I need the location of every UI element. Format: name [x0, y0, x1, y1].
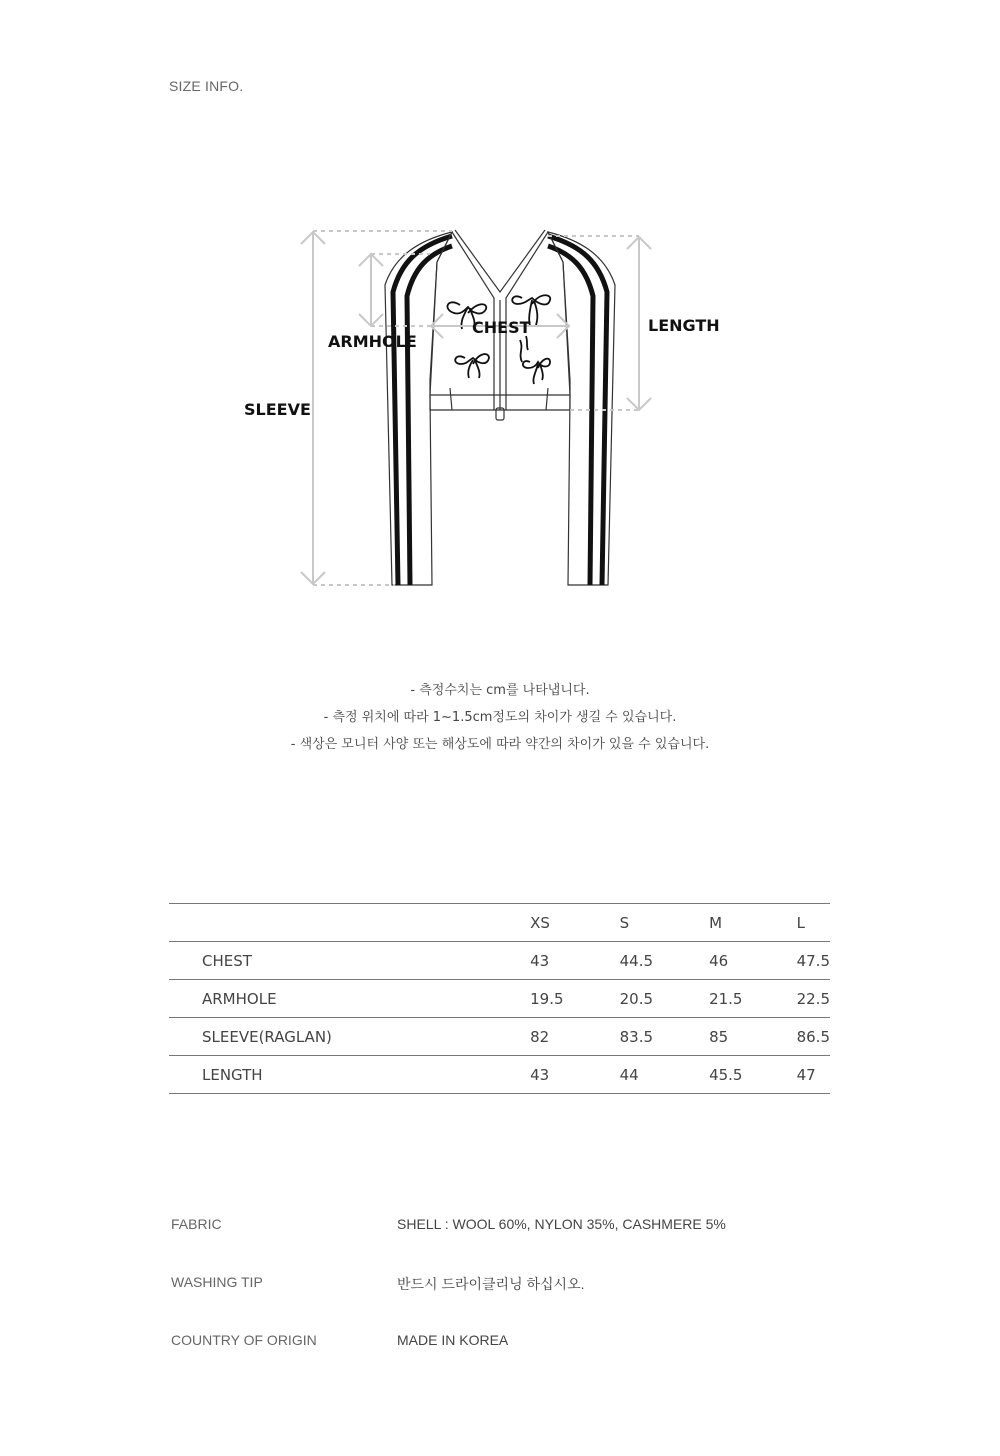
table-cell: 43: [530, 942, 619, 980]
chest-label: CHEST: [472, 318, 531, 337]
table-cell: 82: [530, 1018, 619, 1056]
table-cell: 46: [709, 942, 797, 980]
row-label: LENGTH: [169, 1056, 530, 1094]
table-row: [169, 1018, 830, 1056]
header-cell: [169, 904, 530, 942]
header-cell: M: [709, 904, 797, 942]
section-title: SIZE INFO.: [169, 78, 244, 94]
header-cell: L: [797, 904, 830, 942]
row-label: ARMHOLE: [169, 980, 530, 1018]
table-cell: 47.5: [797, 942, 830, 980]
info-key: COUNTRY OF ORIGIN: [171, 1332, 317, 1348]
info-key: WASHING TIP: [171, 1274, 263, 1290]
note-line: - 측정 위치에 따라 1~1.5cm정도의 차이가 생길 수 있습니다.: [323, 710, 677, 725]
table-row: [169, 942, 830, 980]
table-row: [169, 980, 830, 1018]
table-row: [169, 1056, 830, 1094]
table-header-row: [169, 904, 830, 942]
table-cell: 85: [709, 1018, 797, 1056]
measurement-notes: [0, 680, 1000, 761]
table-cell: 21.5: [709, 980, 797, 1018]
table-cell: 43: [530, 1056, 619, 1094]
header-cell: S: [620, 904, 709, 942]
header-cell: XS: [530, 904, 619, 942]
note-line: - 측정수치는 cm를 나타냅니다.: [410, 683, 590, 698]
table-cell: 19.5: [530, 980, 619, 1018]
note-line: - 색상은 모니터 사양 또는 해상도에 따라 약간의 차이가 있을 수 있습니다.: [290, 737, 710, 752]
row-label: CHEST: [169, 942, 530, 980]
info-value: SHELL : WOOL 60%, NYLON 35%, CASHMERE 5%: [397, 1216, 726, 1232]
length-label: LENGTH: [648, 316, 720, 335]
table-cell: 47: [797, 1056, 830, 1094]
info-value: 반드시 드라이클리닝 하십시오.: [397, 1276, 585, 1292]
info-value: MADE IN KOREA: [397, 1332, 509, 1348]
table-cell: 45.5: [709, 1056, 797, 1094]
row-label: SLEEVE(RAGLAN): [169, 1018, 530, 1056]
table-cell: 44: [620, 1056, 709, 1094]
size-diagram: [0, 0, 1000, 640]
table-cell: 44.5: [620, 942, 709, 980]
info-key: FABRIC: [171, 1216, 222, 1232]
table-cell: 20.5: [620, 980, 709, 1018]
armhole-label: ARMHOLE: [328, 332, 417, 351]
table-cell: 22.5: [797, 980, 830, 1018]
table-cell: 83.5: [620, 1018, 709, 1056]
sleeve-label: SLEEVE: [244, 400, 311, 419]
size-table: [169, 903, 830, 1094]
table-cell: 86.5: [797, 1018, 830, 1056]
